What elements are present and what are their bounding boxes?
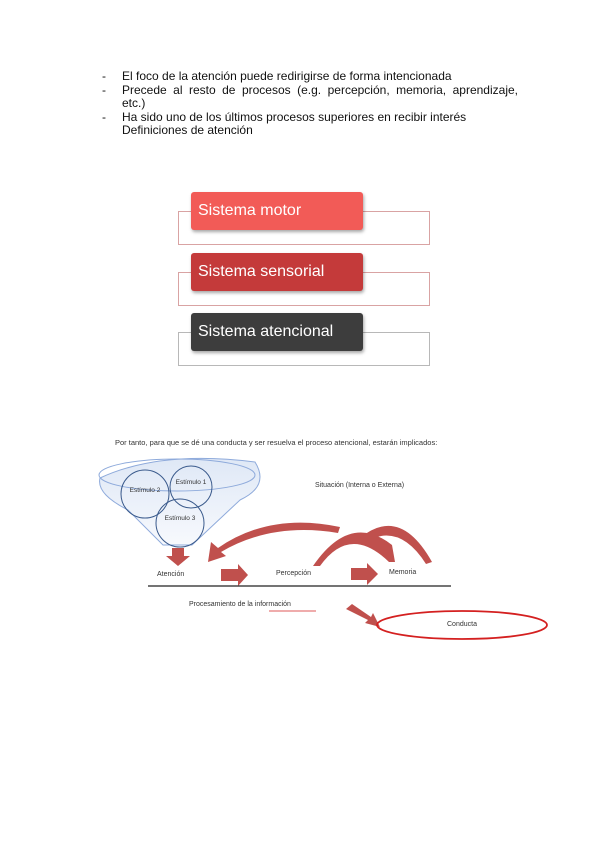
stimulus-2-label: Estímulo 2 xyxy=(129,487,161,494)
diagram-intro: Por tanto, para que se dé una conducta y ser resuelva el proceso atencional, estarán implicados: xyxy=(115,438,438,447)
system-atencional-label: Sistema atencional xyxy=(198,323,334,340)
arrow-to-behavior xyxy=(346,604,380,627)
arrow-perception-memory xyxy=(351,563,378,585)
bullet-dash: - xyxy=(102,69,106,83)
bullet-dash: - xyxy=(102,82,106,97)
step-perception-label: Percepción xyxy=(276,570,312,577)
perception-curve-arrow xyxy=(313,532,395,566)
processing-prefix: Procesamiento de la xyxy=(189,601,255,608)
situation-label: Situación (Interna o Externa) xyxy=(315,482,405,489)
bullet-text: Ha sido uno de los últimos procesos superiores en recibir interés xyxy=(122,109,467,124)
system-motor-label: Sistema motor xyxy=(198,202,302,219)
stimulus-1-label: Estímulo 1 xyxy=(175,479,207,486)
bullet-text: El foco de la atención puede redirigirse de forma intencionada xyxy=(122,69,452,83)
stimulus-3-label: Estímulo 3 xyxy=(164,515,196,522)
bullet-dash: - xyxy=(102,109,106,124)
processing-link: información xyxy=(254,601,291,608)
step-attention-label: Atención xyxy=(157,571,185,578)
bullet-text: Precede al resto de procesos (e.g. percepción, memoria, aprendizaje, etc.) xyxy=(122,82,518,110)
funnel-down-arrow xyxy=(166,548,190,566)
step-memory-label: Memoria xyxy=(389,569,417,576)
system-sensorial-label: Sistema sensorial xyxy=(198,263,325,280)
arrow-attention-perception xyxy=(221,564,248,586)
behavior-label: Conducta xyxy=(447,621,477,628)
funnel-shape xyxy=(100,458,260,545)
definitions-heading: Definiciones de atención xyxy=(122,123,253,137)
situation-curve-arrow xyxy=(208,523,340,562)
processing-label xyxy=(189,601,291,608)
